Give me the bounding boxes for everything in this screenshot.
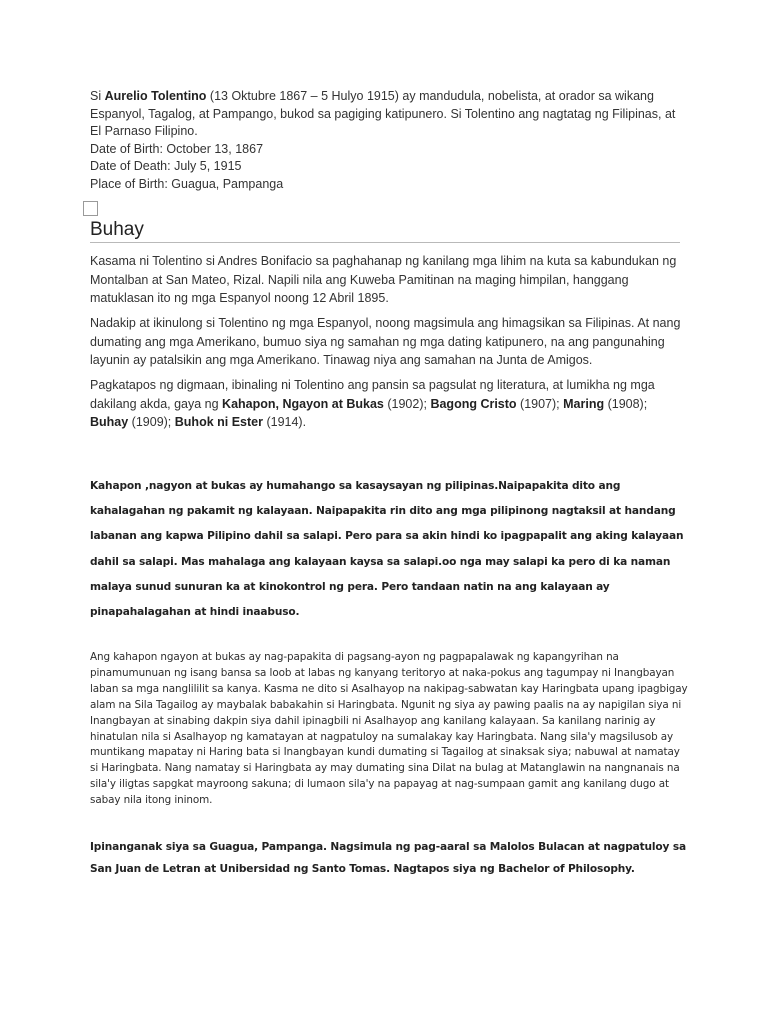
- work-title: Buhay: [90, 415, 129, 429]
- buhay-paragraph-1: Kasama ni Tolentino si Andres Bonifacio sa paghahanap ng kanilang mga lihim na kuta sa kabundukan ng Montalban at San Mateo, Rizal. Napili nila ang Kuweba Pamitinan na maging himpilan, hanggang matuklasan ito ng mga Espanyol noong 12 Abril 1895.: [90, 254, 677, 305]
- works-lead: Pagkatapos ng digmaan, ibinaling ni Tolentino ang pansin sa pagsulat ng literatura, at lumikha ng mga dakilang akda, gaya ng: [90, 378, 655, 411]
- work-title: Maring: [563, 396, 605, 411]
- closing-paragraph: Ipinanganak siya sa Guagua, Pampanga. Nagsimula ng pag-aaral sa Malolos Bulacan at nagpatuloy sa San Juan de Letran at Unibersidad ng Santo Tomas. Nagtapos siya ng Bachelor of Philosophy.: [90, 841, 686, 875]
- intro-paragraph: [90, 88, 682, 141]
- work-year: (1914).: [262, 415, 307, 429]
- work-title: Bagong Cristo: [430, 396, 517, 411]
- intro-block: [90, 88, 682, 193]
- work-year: (1908);: [604, 396, 648, 411]
- work-year: (1902);: [383, 396, 431, 411]
- summary-paragraph: Ang kahapon ngayon at bukas ay nag-papakita di pagsang-ayon ng pagpapalawak ng kapangyrihan na pinamumunuan ng isang bansa sa loob at labas ng kanyang teritoryo at naka-pokus ang tagumpay ni Inangbayan laban sa mga nanglililit sa kanya. Kasma ne dito si Asalhayop na nakipag-sabwatan kay Haringbata upang ipagbigay alam na Sila Tagailog ay maybalak babakahin si Haringbata. Ngunit ng siya ay pawing paalis na ay napigilan siya ni Inangbayan at sinabing dakpin siya dahil ipinagbili ni Asalhayop ang kanilang kalayaan. Sa kanilang narinig ay hinatulan nila si Asalhayop ng kamatayan at nagpatuloy na sumalakay kay Haringbata. Nang sila'y magsilusob ay muntikang mapatay ni Haring bata si Inangbayan kundi dumating si Tagailog at sinaksak siya; nabuwal at namatay si Haringbata. Nang namatay si Haringbata ay may dumating sina Dilat na bulag at Matanglawin na nangnanais na sila'y iligtas sapgkat mayroong sakuna; di lumaon sila'y na papayag at nag-sumpaan gamit ang kanilang dugo at sabay nila itong ininom.: [90, 651, 688, 807]
- work-title: Kahapon, Ngayon at Bukas: [222, 396, 384, 411]
- intro-description: (13 Oktubre 1867 – 5 Hulyo 1915) ay mandudula, nobelista, at orador sa wikang Espanyol, Tagalog, at Pampango, bukod sa pagiging katipunero. Si Tolentino ang nagtatag ng Filipinas, at El Parnaso Filipino.: [90, 89, 676, 138]
- date-of-death: Date of Death: July 5, 1915: [90, 159, 242, 173]
- intro-si: Si: [90, 89, 105, 103]
- buhay-paragraph-3: [90, 376, 680, 432]
- work-year: (1907);: [516, 396, 564, 411]
- essay-paragraph: Kahapon ,nagyon at bukas ay humahango sa kasaysayan ng pilipinas.Naipapakita dito ang kahalagahan ng pakamit ng kalayaan. Naipapakita rin dito ang mga pilipinong nagtaksil at handang labanan ang kapwa Pilipino dahil sa salapi. Pero para sa akin hindi ko ipagpapalit ang aking kalayaan dahil sa salapi. Mas mahalaga ang kalayaan kaysa sa salapi.oo nga may salapi ka pero di ka naman malaya sunud sunuran ka at kinokontrol ng pera. Pero tandaan natin na ang kalayaan ay pinapahalagahan at hindi inaabuso.: [90, 480, 684, 619]
- buhay-paragraph-2: Nadakip at ikinulong si Tolentino ng mga Espanyol, noong magsimula ang himagsikan sa Filipinas. At nang dumating ang mga Amerikano, bumuo siya ng samahan ng mga dating katipunero, na ang pangunahing layunin ay patalsikin ang mga Amerikano. Tinawag niya ang samahan na Junta de Amigos.: [90, 316, 681, 367]
- work-year: (1909);: [128, 415, 175, 429]
- place-of-birth: Place of Birth: Guagua, Pampanga: [90, 176, 284, 191]
- person-name: Aurelio Tolentino: [104, 89, 207, 103]
- date-of-birth: Date of Birth: October 13, 1867: [90, 141, 264, 156]
- work-title: Buhok ni Ester: [174, 415, 263, 429]
- section-heading: Buhay: [90, 218, 680, 243]
- broken-image-icon: [83, 201, 98, 216]
